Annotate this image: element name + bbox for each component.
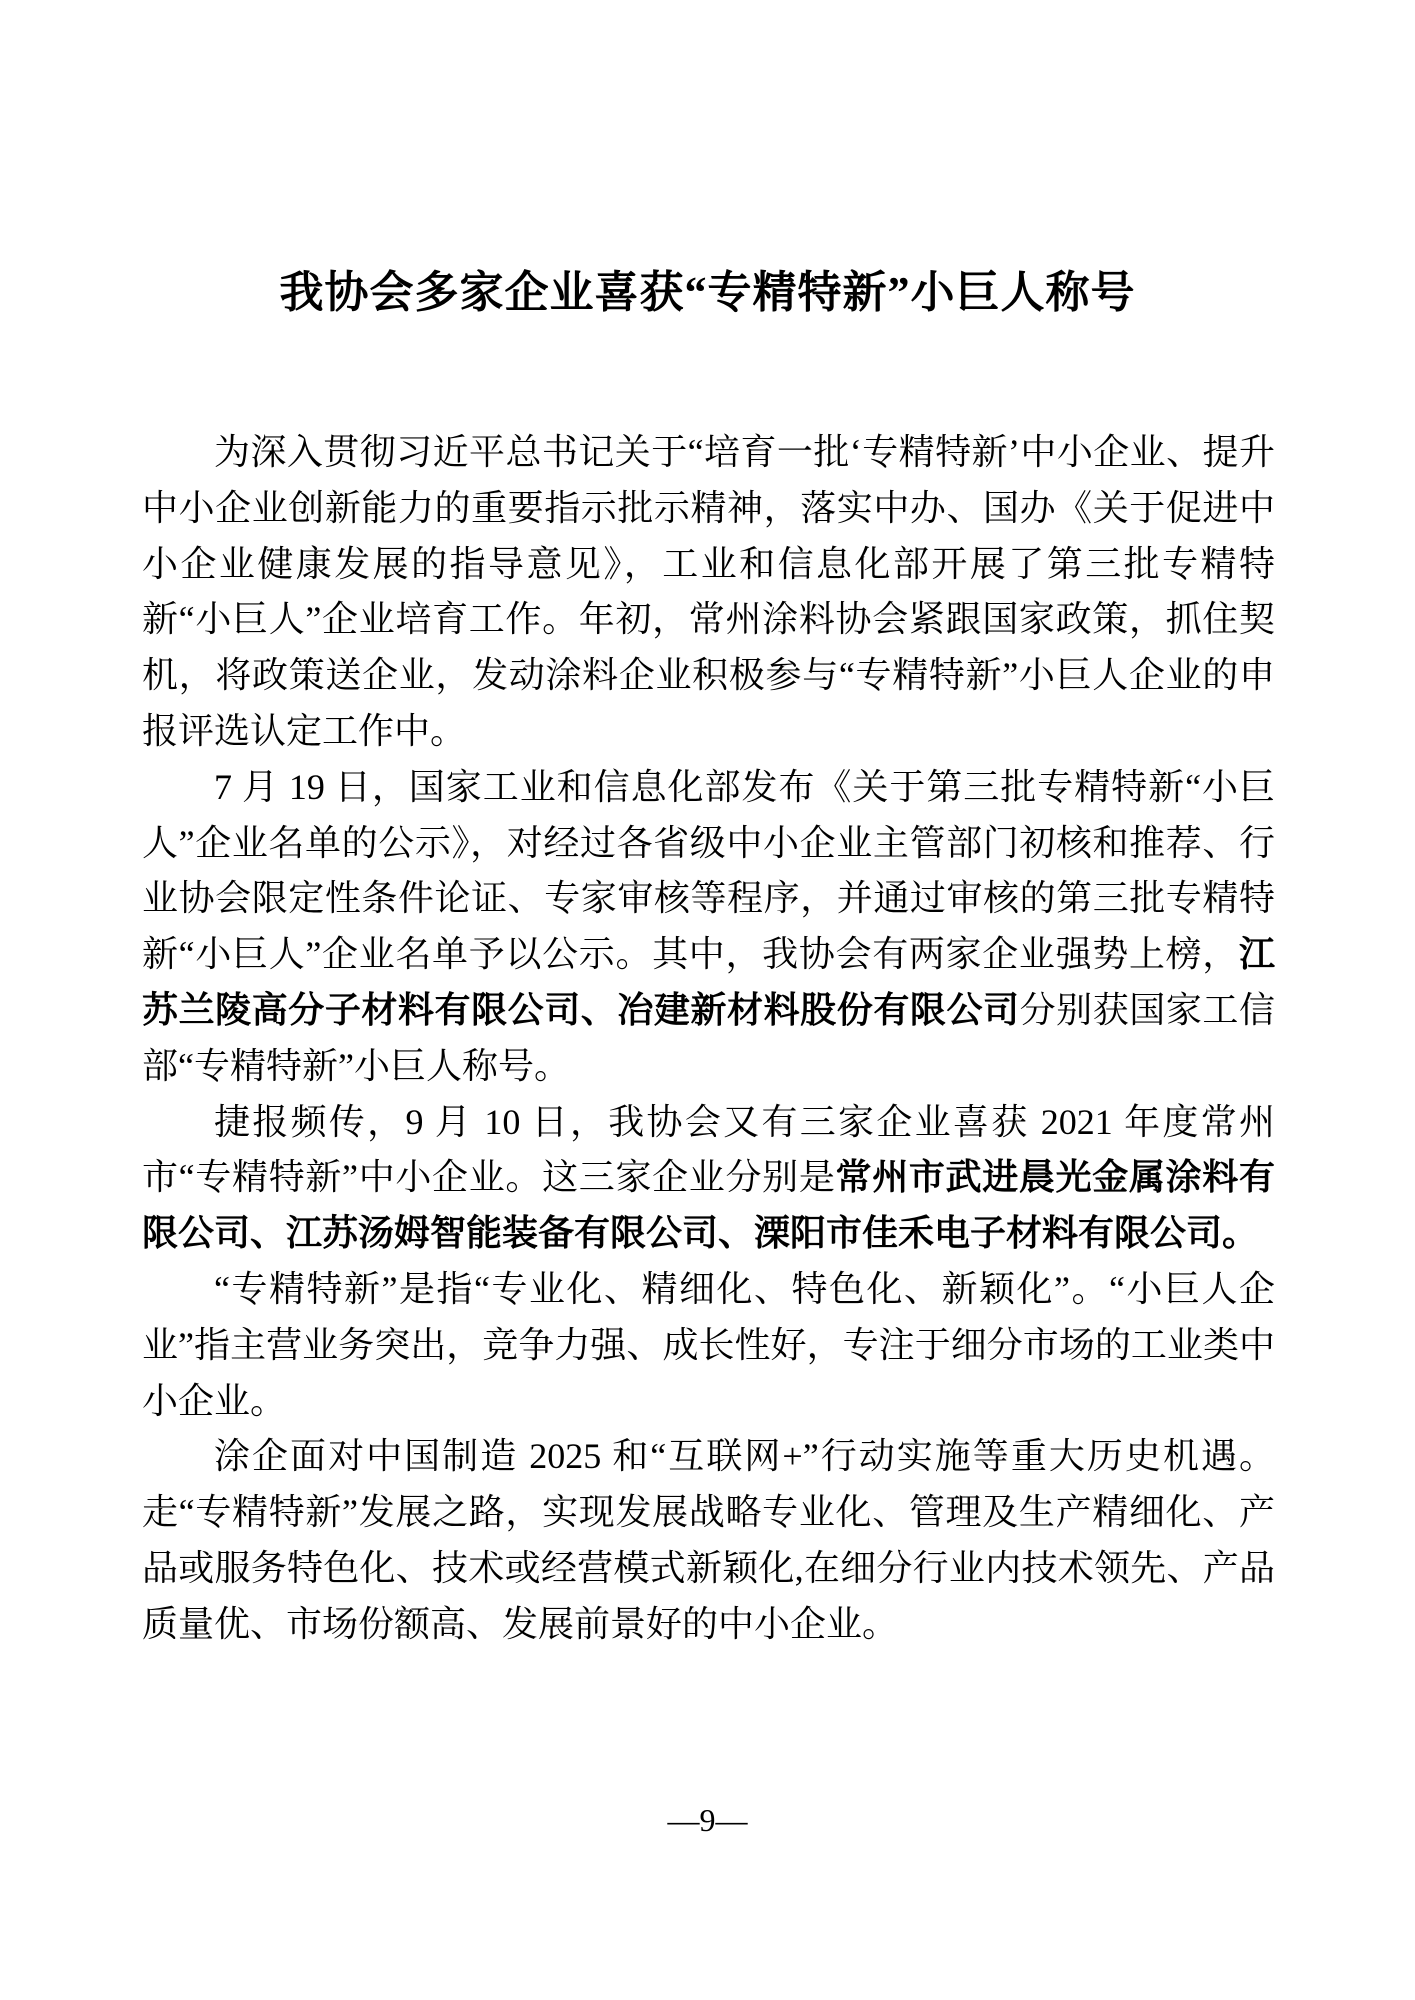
paragraph-3-text: 捷报频传，9 月 10 日，我协会又有三家企业喜获 2021 年度常州市“专精特新”中小企业。这三家企业分别是 [142,1101,1275,1198]
document-title: 我协会多家企业喜获“专精特新”小巨人称号 [279,268,1136,317]
paragraph-3 [142,1095,1275,1262]
paragraph-4 [142,1262,1275,1429]
paragraph-2-bold-company-names: 江苏兰陵高分子材料有限公司、冶建新材料股份有限公司 [142,934,1275,1030]
paragraph-2-text-after: 分别获国家工信部“专精特新”小巨人称号。 [142,989,1275,1086]
page-number: —9— [667,1802,748,1838]
paragraph-3-bold-company-names: 常州市武进晨光金属涂料有限公司、江苏汤姆智能装备有限公司、溧阳市佳禾电子材料有限公司。 [142,1157,1275,1254]
paragraph-1 [142,425,1275,760]
paragraph-5-text: 涂企面对中国制造 2025 和“互联网+”行动实施等重大历史机遇。走“专精特新”发展之路，实现发展战略专业化、管理及生产精细化、产品或服务特色化、技术或经营模式新颖化,在细分行业内技术领先、产品质量优、市场份额高、发展前景好的中小企业。 [142,1436,1275,1644]
document-body [142,425,1275,1653]
paragraph-5 [142,1429,1275,1652]
paragraph-2-text: 7 月 19 日，国家工业和信息化部发布《关于第三批专精特新“小巨人”企业名单的公示》，对经过各省级中小企业主管部门初核和推荐、行业协会限定性条件论证、专家审核等程序，并通过审核的第三批专精特新“小巨人”企业名单予以公示。其中，我协会有两家企业强势上榜， [142,766,1275,975]
paragraph-1-text: 为深入贯彻习近平总书记关于“培育一批‘专精特新’中小企业、提升中小企业创新能力的重要指示批示精神，落实中办、国办《关于促进中小企业健康发展的指导意见》，工业和信息化部开展了第三批专精特新“小巨人”企业培育工作。年初，常州涂料协会紧跟国家政策，抓住契机，将政策送企业，发动涂料企业积极参与“专精特新”小巨人企业的申报评选认定工作中。 [142,432,1275,751]
paragraph-2 [142,760,1275,1095]
paragraph-4-text: “专精特新”是指“专业化、精细化、特色化、新颖化”。“小巨人企业”指主营业务突出，竞争力强、成长性好，专注于细分市场的工业类中小企业。 [142,1268,1275,1421]
